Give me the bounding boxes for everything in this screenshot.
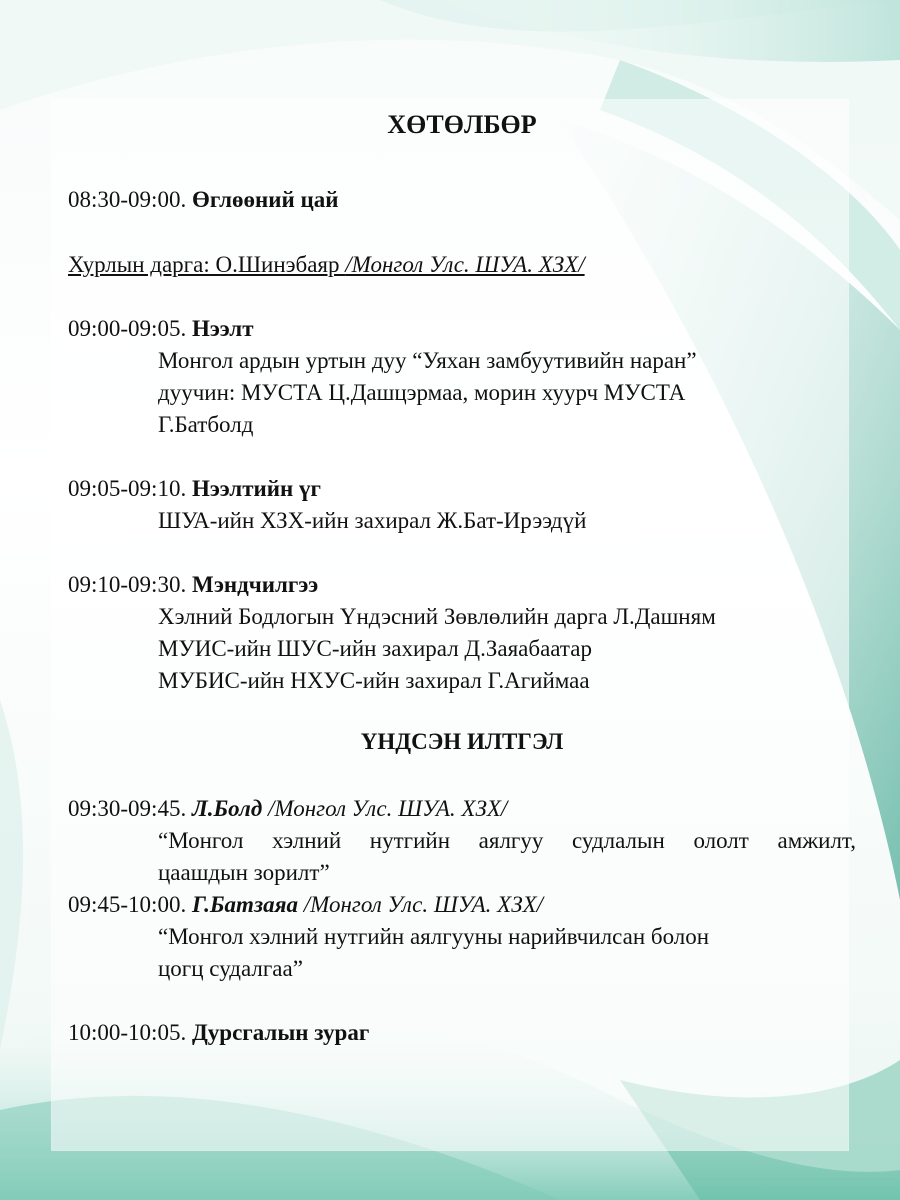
greetings-detail-line: МУБИС-ийн НХУС-ийн захирал Г.Агиймаа <box>158 668 590 693</box>
greetings-time: 09:10-09:30. <box>68 572 187 597</box>
talk1-row <box>68 793 507 825</box>
greetings-row <box>68 569 318 601</box>
opening-detail-line: Г.Батболд <box>158 412 254 437</box>
talk1-word: нутгийн <box>369 828 451 853</box>
opening-speech-row <box>68 473 321 505</box>
talk2-row <box>68 889 543 921</box>
talk2-affiliation: /Монгол Улс. ШУА. ХЗХ/ <box>303 892 544 917</box>
talk1-word: амжилт, <box>777 828 856 853</box>
talk2-title-line: цогц судалгаа” <box>158 956 303 981</box>
opening-detail-line: Монгол ардын уртын дуу “Уяхан замбуутивийн наран” <box>158 348 697 373</box>
talk2-title-line: “Монгол хэлний нутгийн аялгууны нарийвчилсан болон <box>158 924 710 949</box>
talk1-time: 09:30-09:45. <box>68 796 187 821</box>
talk1-title-line <box>158 825 856 857</box>
opening-speech-detail-line: ШУА-ийн ХЗХ-ийн захирал Ж.Бат-Ирээдүй <box>158 508 587 533</box>
photo-time: 10:00-10:05. <box>68 1020 187 1045</box>
talk1-affiliation: /Монгол Улс. ШУА. ХЗХ/ <box>267 796 508 821</box>
greetings-detail-line: МУИС-ийн ШУС-ийн захирал Д.Заяабаатар <box>158 636 592 661</box>
talk1-word: ололт <box>693 828 749 853</box>
section-title: ҮНДСЭН ИЛТГЭЛ <box>360 729 564 754</box>
page-title: ХӨТӨЛБӨР <box>387 110 537 139</box>
photo-row <box>68 1017 369 1049</box>
chair-row <box>68 249 585 281</box>
breakfast-row <box>68 184 339 216</box>
talk1-word: хэлний <box>272 828 342 853</box>
greetings-detail-line: Хэлний Бодлогын Үндэсний Зөвлөлийн дарга Л.Дашням <box>158 604 716 629</box>
greetings-label: Мэндчилгээ <box>191 572 319 597</box>
opening-time: 09:00-09:05. <box>68 316 187 341</box>
breakfast-time: 08:30-09:00. <box>68 187 187 212</box>
breakfast-label: Өглөөний цай <box>191 187 339 212</box>
opening-speech-time: 09:05-09:10. <box>68 476 187 501</box>
left-soft <box>0 700 23 1050</box>
photo-label: Дурсгалын зураг <box>191 1020 370 1045</box>
chair-label: Хурлын дарга: О.Шинэбаяр <box>68 252 340 277</box>
opening-label: Нээлт <box>191 316 254 341</box>
opening-detail-line: дуучин: МУСТА Ц.Дашцэрмаа, морин хуурч МУСТА <box>158 380 686 405</box>
talk1-word: “Монгол <box>158 828 244 853</box>
talk1-title-line-2: цаашдын зорилт” <box>158 860 330 885</box>
opening-row <box>68 313 254 345</box>
opening-speech-label: Нээлтийн үг <box>191 476 321 501</box>
chair-affiliation: /Монгол Улс. ШУА. ХЗХ/ <box>345 252 585 277</box>
talk2-time: 09:45-10:00. <box>68 892 187 917</box>
talk1-word: судлалын <box>572 828 665 853</box>
talk2-speaker: Г.Батзаяа <box>191 892 298 917</box>
talk1-speaker: Л.Болд <box>191 796 263 821</box>
talk1-word: аялгуу <box>478 828 544 853</box>
